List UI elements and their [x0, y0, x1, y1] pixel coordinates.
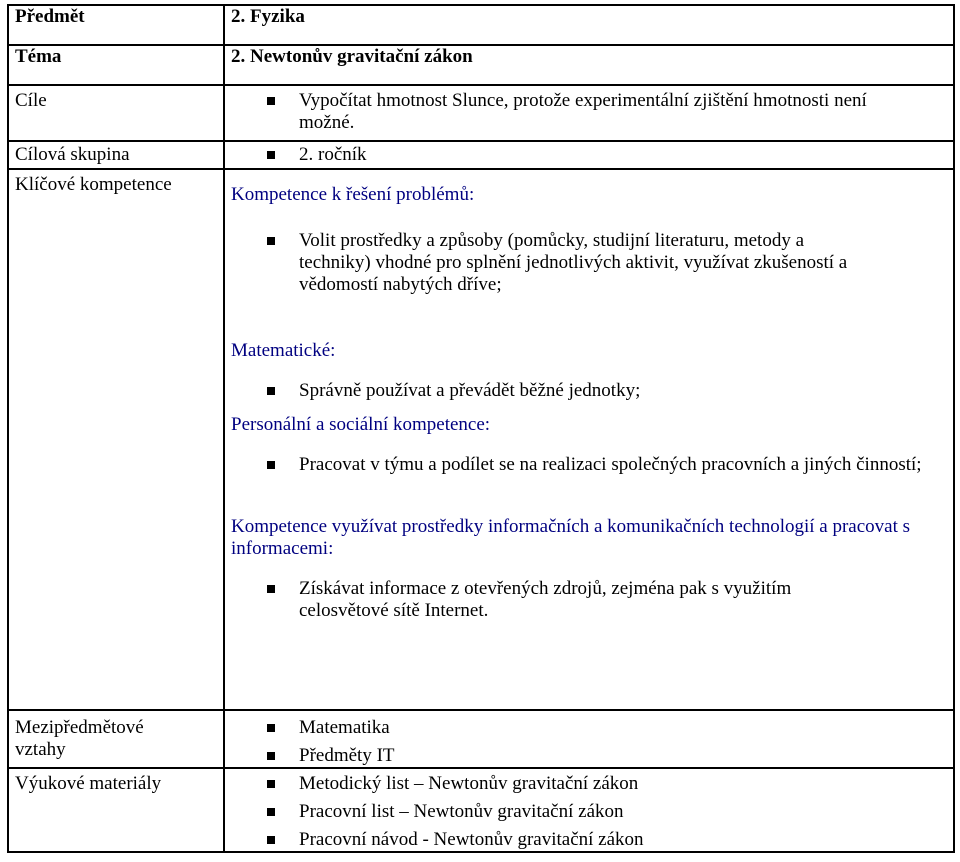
topic-value: 2. Newtonův gravitační zákon	[224, 45, 954, 85]
competence-math-title: Matematické:	[231, 340, 336, 361]
subject-value: 2. Fyzika	[224, 5, 954, 45]
goals-row	[8, 85, 954, 141]
target-group-item: 2. ročník	[231, 144, 947, 166]
cross-subject-list	[231, 717, 947, 767]
materials-row	[8, 768, 954, 852]
target-group-label: Cílová skupina	[8, 141, 224, 169]
goals-label: Cíle	[8, 85, 224, 141]
key-competences-row	[8, 169, 954, 710]
competence-problem-solving-title: Kompetence k řešení problémů:	[231, 184, 475, 205]
subject-row	[8, 5, 954, 45]
goals-list	[231, 90, 947, 134]
competence-item: Správně používat a převádět běžné jednotky;	[231, 380, 947, 402]
lesson-plan-table	[7, 4, 955, 853]
target-group-list	[231, 144, 947, 166]
cross-subject-item: Matematika	[231, 717, 947, 739]
competence-item: Pracovat v týmu a podílet se na realizaci společných pracovních a jiných činností;	[231, 454, 947, 476]
cross-subject-item: Předměty IT	[231, 745, 947, 767]
competence-problem-solving-list	[231, 230, 947, 296]
material-item: Pracovní návod - Newtonův gravitační zákon	[231, 829, 947, 851]
materials-label: Výukové materiály	[8, 768, 224, 852]
goal-item: Vypočítat hmotnost Slunce, protože experimentální zjištění hmotnosti není možné.	[231, 90, 947, 134]
material-item: Pracovní list – Newtonův gravitační zákon	[231, 801, 947, 823]
competence-personal-title: Personální a sociální kompetence:	[231, 414, 491, 435]
topic-row	[8, 45, 954, 85]
competence-item: Získávat informace z otevřených zdrojů, zejména pak s využitím celosvětové sítě Internet.	[231, 578, 947, 622]
competence-item: Volit prostředky a způsoby (pomůcky, studijní literaturu, metody a techniky) vhodné pro splnění jednotlivých aktivit, využívat zkušeností a vědomostí nabytých dříve;	[231, 230, 907, 296]
material-item: Metodický list – Newtonův gravitační zákon	[231, 773, 947, 795]
cross-subject-label: Mezipředmětové vztahy	[8, 710, 224, 768]
competence-personal-list	[231, 454, 947, 476]
competence-ict-list	[231, 578, 947, 622]
target-group-row	[8, 141, 954, 169]
competence-ict-title: Kompetence využívat prostředky informačních a komunikačních technologií a pracovat s informacemi:	[231, 516, 911, 559]
topic-label: Téma	[8, 45, 224, 85]
key-competences-label: Klíčové kompetence	[8, 169, 224, 710]
competence-math-list	[231, 380, 947, 402]
subject-label: Předmět	[8, 5, 224, 45]
materials-list	[231, 773, 947, 851]
cross-subject-row	[8, 710, 954, 768]
